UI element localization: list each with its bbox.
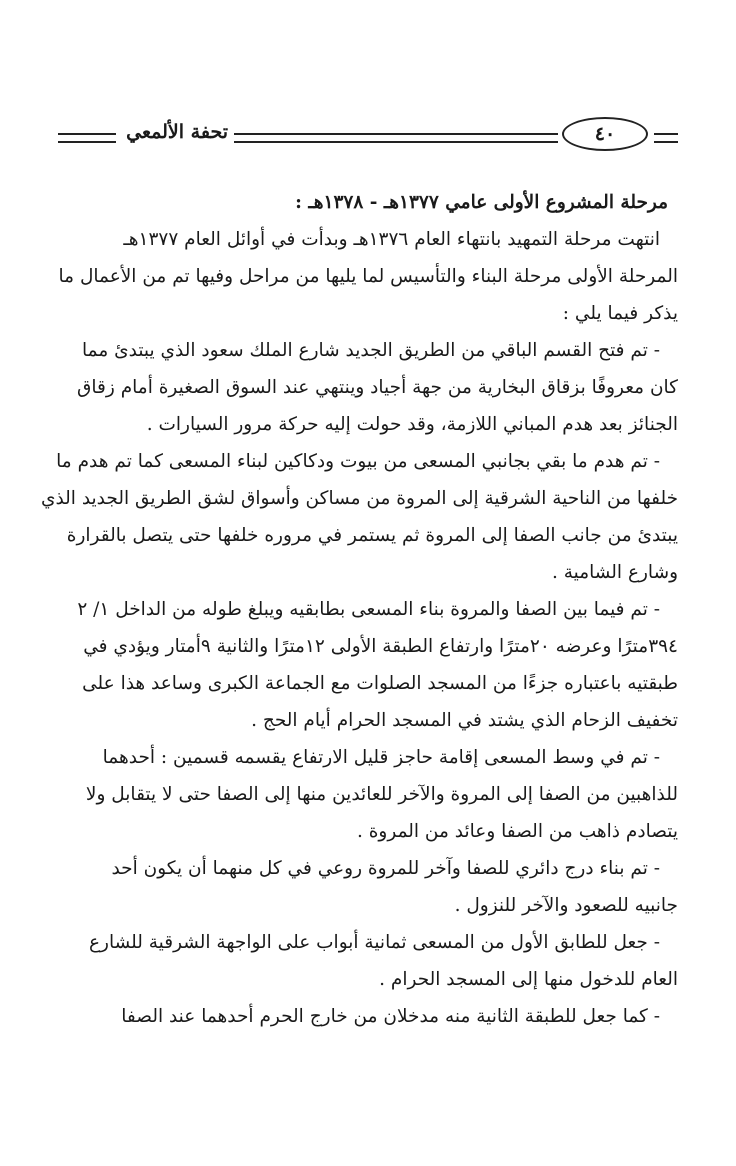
paragraph-line: يبتدئ من جانب الصفا إلى المروة ثم يستمر في مروره خلفها حتى يتصل بالقرارة bbox=[66, 525, 678, 546]
bullet-line: - تم هدم ما بقي بجانبي المسعى من بيوت ودكاكين لبناء المسعى كما تم هدم ما bbox=[56, 451, 660, 472]
paragraph-line: العام للدخول منها إلى المسجد الحرام . bbox=[379, 969, 678, 990]
header-rule-middle bbox=[234, 133, 558, 143]
header-rule-left bbox=[58, 133, 116, 143]
bullet-line: - تم فتح القسم الباقي من الطريق الجديد شارع الملك سعود الذي يبتدئ مما bbox=[82, 340, 660, 361]
paragraph-line: يذكر فيما يلي : bbox=[562, 303, 678, 324]
bullet-line: - تم في وسط المسعى إقامة حاجز قليل الارتفاع يقسمه قسمين : أحدهما bbox=[102, 747, 660, 768]
paragraph-line: ٣٩٤مترًا وعرضه ٢٠مترًا وارتفاع الطبقة الأولى ١٢مترًا والثانية ٩أمتار ويؤدي في bbox=[83, 636, 678, 657]
paragraph-line: للذاهبين من الصفا إلى المروة والآخر للعائدين منها إلى الصفا حتى لا يتقابل ولا bbox=[85, 784, 678, 805]
paragraph-line: تخفيف الزحام الذي يشتد في المسجد الحرام أيام الحج . bbox=[251, 710, 678, 731]
body-text bbox=[40, 184, 678, 1035]
bullet-line: - كما جعل للطبقة الثانية منه مدخلان من خارج الحرم أحدهما عند الصفا bbox=[121, 1006, 660, 1027]
paragraph-line: يتصادم ذاهب من الصفا وعائد من المروة . bbox=[356, 821, 678, 842]
paragraph-line: وشارع الشامية . bbox=[551, 562, 678, 583]
bullet-line: - تم فيما بين الصفا والمروة بناء المسعى بطابقيه ويبلغ طوله من الداخل ١/ ٢ bbox=[77, 599, 660, 620]
paragraph-line: جانبيه للصعود والآخر للنزول . bbox=[454, 895, 678, 916]
paragraph-line: الجنائز بعد هدم المباني اللازمة، وقد حولت إليه حركة مرور السيارات . bbox=[146, 414, 678, 435]
paragraph-line: المرحلة الأولى مرحلة البناء والتأسيس لما يليها من مراحل وفيها تم من الأعمال ما bbox=[58, 266, 678, 287]
running-title: تحفة الألمعي bbox=[126, 121, 228, 143]
page-header bbox=[58, 116, 678, 156]
page-number: ٤٠ bbox=[562, 117, 648, 151]
paragraph-line: خلفها من الناحية الشرقية إلى المروة من مساكن وأسواق لشق الطريق الجديد الذي bbox=[40, 488, 678, 509]
paragraph-line: انتهت مرحلة التمهيد بانتهاء العام ١٣٧٦هـ وبدأت في أوائل العام ١٣٧٧هـ bbox=[123, 229, 660, 250]
section-heading: مرحلة المشروع الأولى عامي ١٣٧٧هـ - ١٣٧٨هـ : bbox=[295, 192, 668, 213]
bullet-line: - جعل للطابق الأول من المسعى ثمانية أبواب على الواجهة الشرقية للشارع bbox=[88, 932, 660, 953]
paragraph-line: كان معروفًا بزقاق البخارية من جهة أجياد وينتهي عند السوق الصغيرة أمام زقاق bbox=[77, 377, 678, 398]
paragraph-line: طبقتيه باعتباره جزءًا من المسجد الصلوات مع الجماعة الكبرى وساعد هذا على bbox=[82, 673, 678, 694]
bullet-line: - تم بناء درج دائري للصفا وآخر للمروة روعي في كل منهما أن يكون أحد bbox=[111, 858, 660, 879]
header-rule-right bbox=[654, 133, 678, 143]
